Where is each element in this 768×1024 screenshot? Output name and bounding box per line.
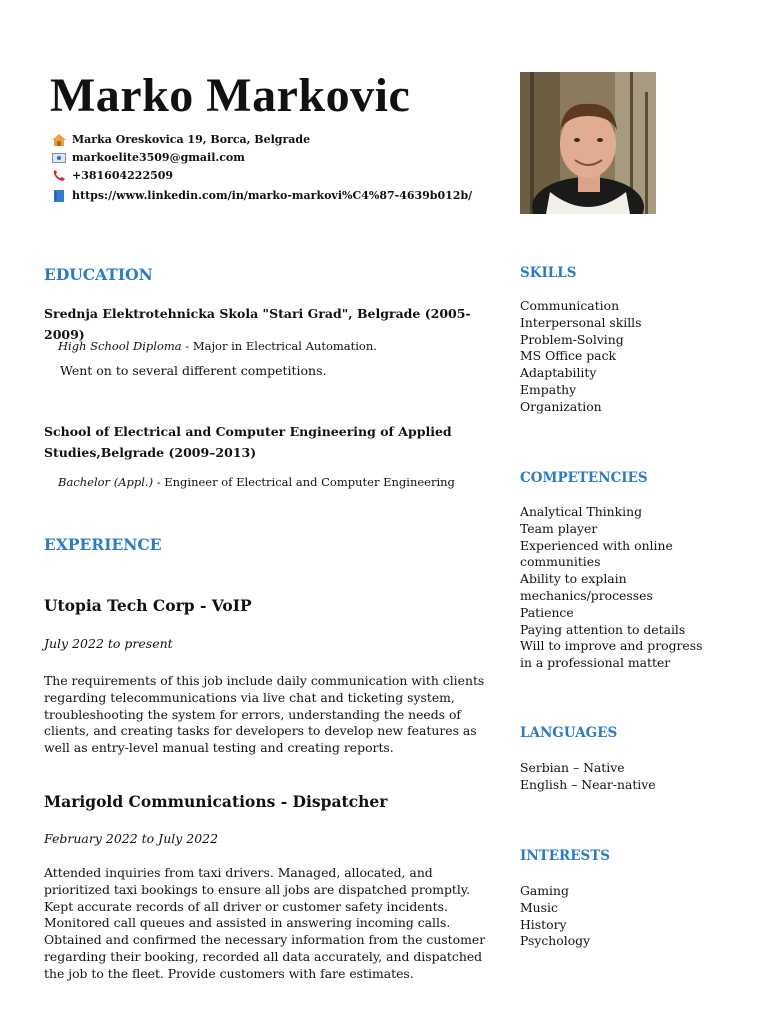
house-icon — [52, 134, 66, 146]
phone-icon — [52, 170, 66, 182]
interests-list — [520, 883, 590, 950]
job-title-1: Utopia Tech Corp - VoIP — [44, 596, 252, 615]
email-link[interactable]: markoelite3509@gmail.com — [72, 151, 245, 164]
education-school-2: School of Electrical and Computer Engineering of Applied Studies,Belgrade (2009–2013) — [44, 424, 452, 460]
list-item: Patience — [520, 604, 574, 620]
list-item: Paying attention to details — [520, 621, 686, 637]
job-description-2: Attended inquiries from taxi drivers. Managed, allocated, and prioritized taxi bookings to ensure all jobs are dispatched promptly. Kept accurate records of all driver or customer safety incidents. Monitored call queues and assisted in answering incoming calls. Obtained and confirmed the necessary information from the customer regarding their booking, recorded all data accurately, and dispatched the job to the fleet. Provide customers with fare estimates. — [44, 865, 486, 981]
list-item: MS Office pack — [520, 348, 617, 364]
education-heading: EDUCATION — [44, 265, 153, 284]
list-item: Organization — [520, 398, 602, 414]
skills-heading: SKILLS — [520, 265, 577, 281]
list-item: Communication — [520, 298, 620, 313]
degree-title: Bachelor (Appl.) - — [58, 475, 161, 489]
book-icon — [52, 190, 66, 202]
degree-detail: Engineer of Electrical and Computer Engineering — [160, 475, 455, 489]
contact-linkedin — [52, 189, 472, 202]
languages-list — [520, 760, 656, 794]
job-description-1: The requirements of this job include daily communication with clients regarding telecommunications via live chat and ticketing system, troubleshooting the system for errors, understanding the needs of clients, and creating tasks for developers to develop new features as well as entry-level manual testing and creating reports. — [44, 673, 485, 756]
list-item: Interpersonal skills — [520, 314, 642, 330]
email-icon — [52, 152, 66, 164]
list-item: Music — [520, 899, 558, 915]
competencies-list — [520, 504, 702, 672]
address-text: Marka Oreskovica 19, Borca, Belgrade — [72, 133, 311, 146]
job-date-2: February 2022 to July 2022 — [44, 831, 219, 846]
experience-heading: EXPERIENCE — [44, 535, 162, 554]
education-school-1: Srednja Elektrotehnicka Skola "Stari Grad", Belgrade (2005-2009) — [44, 306, 471, 342]
profile-photo — [520, 72, 656, 214]
list-item: Experienced with online — [520, 537, 673, 553]
list-item: communities — [520, 554, 601, 570]
languages-heading: LANGUAGES — [520, 725, 618, 741]
list-item: Will to improve and progress — [520, 638, 703, 654]
list-item: Ability to explain — [520, 571, 627, 587]
job-date-1: July 2022 to present — [44, 636, 173, 651]
list-item: mechanics/processes — [520, 587, 653, 603]
education-degree-1 — [58, 339, 377, 353]
list-item: Empathy — [520, 381, 577, 397]
contact-phone — [52, 169, 173, 182]
job-title-2: Marigold Communications - Dispatcher — [44, 792, 388, 811]
candidate-name: Marko Markovic — [50, 69, 411, 122]
skills-list — [520, 298, 642, 416]
list-item: Adaptability — [520, 365, 597, 381]
degree-detail: Major in Electrical Automation. — [189, 339, 377, 353]
list-item: Team player — [520, 520, 598, 536]
list-item: Analytical Thinking — [520, 504, 643, 519]
list-item: Serbian – Native — [520, 760, 625, 775]
list-item: Gaming — [520, 883, 569, 898]
phone-text: +381604222509 — [72, 169, 174, 182]
contact-address — [52, 133, 310, 146]
list-item: Psychology — [520, 933, 591, 949]
competencies-heading: COMPETENCIES — [520, 470, 648, 486]
interests-heading: INTERESTS — [520, 848, 611, 864]
list-item: English – Near-native — [520, 776, 656, 792]
list-item: in a professional matter — [520, 655, 671, 671]
degree-title: High School Diploma - — [58, 339, 190, 353]
linkedin-link[interactable]: https://www.linkedin.com/in/marko-markovi%C4%87-4639b012b/ — [72, 189, 473, 202]
education-degree-2 — [58, 475, 455, 489]
list-item: History — [520, 916, 567, 932]
list-item: Problem-Solving — [520, 331, 624, 347]
contact-email — [52, 151, 245, 164]
education-note-1: Went on to several different competitions. — [60, 363, 327, 378]
